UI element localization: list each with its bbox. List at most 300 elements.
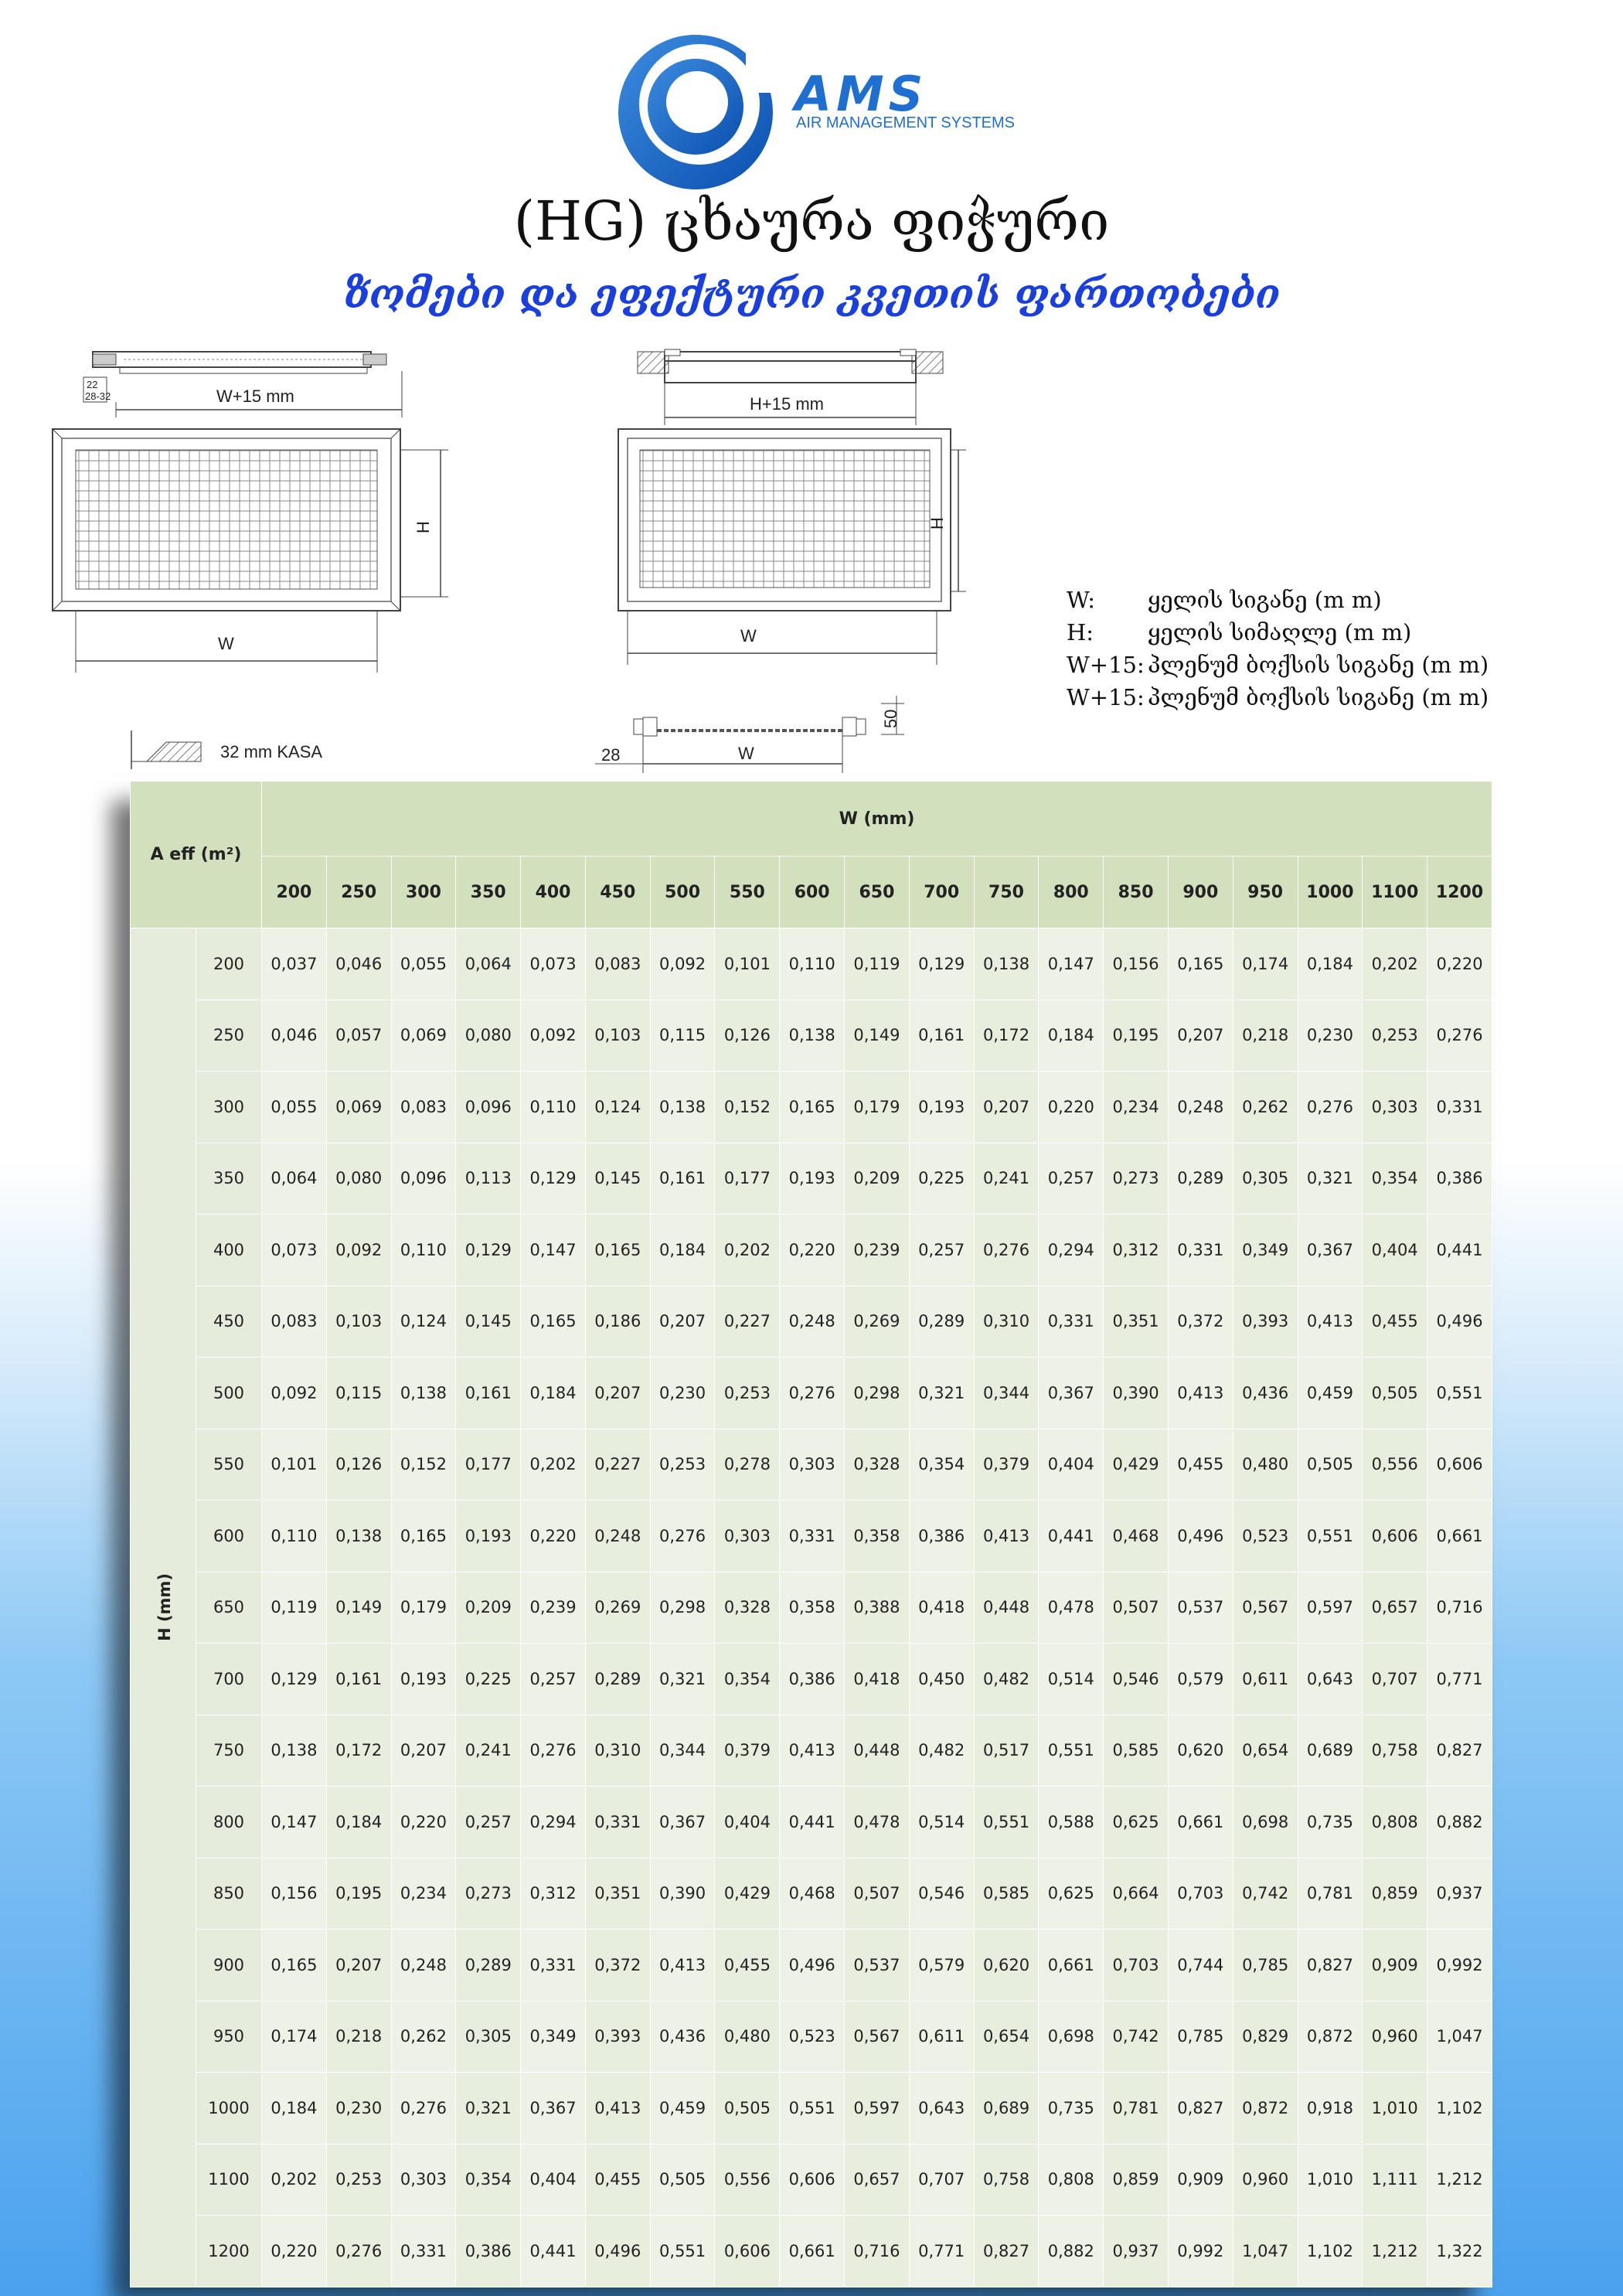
table-cell: 0,209 <box>456 1572 521 1644</box>
grille-plenum-drawing <box>603 340 997 696</box>
table-cell: 0,872 <box>1233 2073 1298 2144</box>
table-cell: 0,220 <box>262 2216 327 2287</box>
table-cell: 0,129 <box>521 1143 586 1214</box>
table-cell: 0,441 <box>521 2216 586 2287</box>
table-cell: 0,257 <box>909 1214 974 1286</box>
table-cell: 0,551 <box>1298 1501 1363 1572</box>
table-cell: 0,829 <box>1233 2001 1298 2073</box>
legend-value: პლენუმ ბოქსის სიგანე (m m) <box>1148 652 1489 678</box>
plenum-w-label: W <box>738 744 754 763</box>
column-header: 200 <box>262 857 327 928</box>
table-cell: 0,253 <box>715 1358 780 1429</box>
table-cell: 0,248 <box>585 1501 650 1572</box>
table-cell: 0,165 <box>780 1071 845 1143</box>
table-cell: 0,103 <box>585 1000 650 1071</box>
table-cell: 0,597 <box>845 2073 910 2144</box>
table-cell: 0,448 <box>974 1572 1039 1644</box>
table-cell: 0,744 <box>1168 1930 1233 2001</box>
table-cell: 0,303 <box>391 2144 456 2216</box>
table-cell: 0,716 <box>1427 1572 1492 1644</box>
row-header: 400 <box>196 1214 262 1286</box>
table-cell: 0,859 <box>1104 2144 1169 2216</box>
table-cell: 0,450 <box>909 1644 974 1715</box>
table-cell: 0,859 <box>1363 1858 1427 1930</box>
table-row <box>131 1715 1492 1787</box>
table-cell: 0,827 <box>974 2216 1039 2287</box>
logo-brand-text: AMS <box>794 66 928 122</box>
table-cell: 0,248 <box>1168 1071 1233 1143</box>
table-cell: 0,328 <box>845 1429 910 1501</box>
table-cell: 0,459 <box>1298 1358 1363 1429</box>
table-cell: 0,537 <box>1168 1572 1233 1644</box>
table-cell: 0,080 <box>456 1000 521 1071</box>
column-header: 700 <box>909 857 974 928</box>
table-cell: 0,184 <box>1039 1000 1104 1071</box>
table-cell: 0,735 <box>1039 2073 1104 2144</box>
table-cell: 0,468 <box>780 1858 845 1930</box>
table-cell: 0,138 <box>262 1715 327 1787</box>
table-cell: 0,110 <box>262 1501 327 1572</box>
width-15-label: W+15 mm <box>216 387 294 406</box>
table-cell: 1,212 <box>1363 2216 1427 2287</box>
table-cell: 0,827 <box>1298 1930 1363 2001</box>
table-cell: 0,305 <box>1233 1143 1298 1214</box>
table-cell: 0,096 <box>456 1071 521 1143</box>
table-cell: 0,184 <box>262 2073 327 2144</box>
table-cell: 0,689 <box>1298 1715 1363 1787</box>
table-cell: 1,010 <box>1363 2073 1427 2144</box>
table-cell: 0,129 <box>262 1644 327 1715</box>
w-dim-label: W <box>218 634 234 653</box>
column-header: 750 <box>974 857 1039 928</box>
table-cell: 0,253 <box>1363 1000 1427 1071</box>
plenum-side-drawing <box>587 688 912 781</box>
table-cell: 0,716 <box>845 2216 910 2287</box>
table-cell: 0,468 <box>1104 1501 1169 1572</box>
table-cell: 0,496 <box>780 1930 845 2001</box>
table-cell: 0,606 <box>1363 1501 1427 1572</box>
table-cell: 0,882 <box>1427 1787 1492 1858</box>
table-cell: 0,273 <box>1104 1143 1169 1214</box>
w-dim-label-right: W <box>740 626 757 646</box>
table-cell: 1,102 <box>1298 2216 1363 2287</box>
legend-value: ყელის სიმაღლე (m m) <box>1148 619 1412 646</box>
table-cell: 0,184 <box>521 1358 586 1429</box>
table-cell: 0,909 <box>1363 1930 1427 2001</box>
table-cell: 0,960 <box>1233 2144 1298 2216</box>
table-cell: 0,606 <box>780 2144 845 2216</box>
table-cell: 0,781 <box>1104 2073 1169 2144</box>
table-cell: 0,227 <box>585 1429 650 1501</box>
table-cell: 0,230 <box>326 2073 391 2144</box>
table-cell: 0,165 <box>585 1214 650 1286</box>
table-cell: 0,372 <box>585 1930 650 2001</box>
table-cell: 0,480 <box>715 2001 780 2073</box>
legend-row <box>1067 649 1608 681</box>
table-cell: 0,351 <box>1104 1286 1169 1358</box>
table-cell: 0,707 <box>1363 1644 1427 1715</box>
table-cell: 0,241 <box>974 1143 1039 1214</box>
table-cell: 0,179 <box>845 1071 910 1143</box>
table-cell: 1,047 <box>1233 2216 1298 2287</box>
table-cell: 0,234 <box>391 1858 456 1930</box>
column-header: 450 <box>585 857 650 928</box>
table-cell: 0,149 <box>845 1000 910 1071</box>
logo-tagline: AIR MANAGEMENT SYSTEMS <box>796 114 1016 131</box>
table-cell: 0,505 <box>1298 1429 1363 1501</box>
table-cell: 0,289 <box>456 1930 521 2001</box>
page-subtitle: ზომები და ეფექტური კვეთის ფართობები <box>342 271 1281 318</box>
table-cell: 0,771 <box>1427 1644 1492 1715</box>
table-cell: 0,551 <box>1427 1358 1492 1429</box>
table-cell: 0,257 <box>1039 1143 1104 1214</box>
table-row <box>131 1143 1492 1214</box>
table-cell: 0,269 <box>845 1286 910 1358</box>
table-cell: 0,418 <box>845 1644 910 1715</box>
table-cell: 0,585 <box>974 1858 1039 1930</box>
table-cell: 0,193 <box>391 1644 456 1715</box>
table-cell: 0,455 <box>585 2144 650 2216</box>
table-cell: 0,257 <box>521 1644 586 1715</box>
table-cell: 0,276 <box>974 1214 1039 1286</box>
table-row <box>131 2001 1492 2073</box>
table-cell: 0,827 <box>1427 1715 1492 1787</box>
table-cell: 0,289 <box>585 1644 650 1715</box>
table-cell: 0,703 <box>1104 1930 1169 2001</box>
table-cell: 0,611 <box>909 2001 974 2073</box>
table-cell: 0,129 <box>909 928 974 1000</box>
table-cell: 0,331 <box>1039 1286 1104 1358</box>
table-cell: 0,184 <box>650 1214 715 1286</box>
table-cell: 0,147 <box>1039 928 1104 1000</box>
table-cell: 0,404 <box>1039 1429 1104 1501</box>
table-cell: 0,331 <box>1427 1071 1492 1143</box>
table-cell: 0,161 <box>326 1644 391 1715</box>
table-cell: 1,102 <box>1427 2073 1492 2144</box>
table-cell: 0,152 <box>715 1071 780 1143</box>
kasa-profile-drawing <box>124 727 371 781</box>
table-cell: 0,331 <box>521 1930 586 2001</box>
table-cell: 0,367 <box>1298 1214 1363 1286</box>
table-cell: 0,138 <box>780 1000 845 1071</box>
table-cell: 0,331 <box>1168 1214 1233 1286</box>
table-cell: 0,124 <box>585 1071 650 1143</box>
table-cell: 0,321 <box>650 1644 715 1715</box>
table-cell: 0,606 <box>1427 1429 1492 1501</box>
table-cell: 0,172 <box>326 1715 391 1787</box>
column-header: 300 <box>391 857 456 928</box>
legend-key: H: <box>1067 619 1094 646</box>
table-cell: 0,661 <box>1039 1930 1104 2001</box>
table-cell: 0,101 <box>262 1429 327 1501</box>
table-cell: 0,179 <box>391 1572 456 1644</box>
table-cell: 0,209 <box>845 1143 910 1214</box>
table-cell: 0,393 <box>585 2001 650 2073</box>
aeff-table-container <box>130 781 1492 2284</box>
table-cell: 0,349 <box>1233 1214 1298 1286</box>
h-dim-label-right: H <box>927 517 947 530</box>
table-cell: 0,354 <box>1363 1143 1427 1214</box>
column-header: 850 <box>1104 857 1169 928</box>
table-cell: 0,643 <box>1298 1644 1363 1715</box>
table-row <box>131 1787 1492 1858</box>
table-cell: 0,037 <box>262 928 327 1000</box>
table-cell: 0,055 <box>262 1071 327 1143</box>
legend-value: ყელის სიგანე (m m) <box>1148 587 1382 613</box>
table-cell: 0,514 <box>909 1787 974 1858</box>
column-header: 950 <box>1233 857 1298 928</box>
column-header: 350 <box>456 857 521 928</box>
table-cell: 0,161 <box>456 1358 521 1429</box>
table-cell: 0,294 <box>521 1787 586 1858</box>
table-row <box>131 1214 1492 1286</box>
table-cell: 0,785 <box>1168 2001 1233 2073</box>
table-cell: 0,177 <box>456 1429 521 1501</box>
table-cell: 0,611 <box>1233 1644 1298 1715</box>
table-cell: 0,193 <box>456 1501 521 1572</box>
table-cell: 0,124 <box>391 1286 456 1358</box>
table-cell: 0,551 <box>1039 1715 1104 1787</box>
table-cell: 0,418 <box>909 1572 974 1644</box>
column-header: 400 <box>521 857 586 928</box>
table-cell: 0,827 <box>1168 2073 1233 2144</box>
table-cell: 1,212 <box>1427 2144 1492 2216</box>
table-cell: 0,129 <box>456 1214 521 1286</box>
h-axis-label-text: H (mm) <box>155 1573 174 1642</box>
table-row <box>131 1429 1492 1501</box>
table-cell: 0,331 <box>585 1787 650 1858</box>
table-cell: 0,321 <box>456 2073 521 2144</box>
column-header: 1000 <box>1298 857 1363 928</box>
table-cell: 0,551 <box>974 1787 1039 1858</box>
table-cell: 0,248 <box>391 1930 456 2001</box>
table-cell: 0,441 <box>1427 1214 1492 1286</box>
table-cell: 0,303 <box>715 1501 780 1572</box>
table-cell: 0,386 <box>909 1501 974 1572</box>
table-cell: 0,172 <box>974 1000 1039 1071</box>
legend-value: პლენუმ ბოქსის სიგანე (m m) <box>1148 684 1489 710</box>
table-cell: 0,080 <box>326 1143 391 1214</box>
table-row <box>131 1286 1492 1358</box>
logo-ring-icon <box>611 31 788 193</box>
row-header: 500 <box>196 1358 262 1429</box>
table-cell: 0,083 <box>262 1286 327 1358</box>
table-cell: 0,193 <box>909 1071 974 1143</box>
table-cell: 0,567 <box>1233 1572 1298 1644</box>
table-cell: 0,496 <box>585 2216 650 2287</box>
table-cell: 0,083 <box>585 928 650 1000</box>
table-cell: 0,207 <box>650 1286 715 1358</box>
table-cell: 0,156 <box>262 1858 327 1930</box>
table-cell: 1,010 <box>1298 2144 1363 2216</box>
table-cell: 0,386 <box>780 1644 845 1715</box>
row-header: 200 <box>196 928 262 1000</box>
column-header-row <box>131 857 1492 928</box>
table-cell: 0,523 <box>1233 1501 1298 1572</box>
table-cell: 0,349 <box>521 2001 586 2073</box>
table-cell: 0,046 <box>262 1000 327 1071</box>
table-cell: 0,367 <box>521 2073 586 2144</box>
table-cell: 0,227 <box>715 1286 780 1358</box>
table-cell: 0,101 <box>715 928 780 1000</box>
table-cell: 0,698 <box>1039 2001 1104 2073</box>
table-cell: 0,149 <box>326 1572 391 1644</box>
column-header: 800 <box>1039 857 1104 928</box>
table-cell: 0,657 <box>1363 1572 1427 1644</box>
table-cell: 0,073 <box>262 1214 327 1286</box>
table-cell: 0,184 <box>326 1787 391 1858</box>
table-cell: 1,047 <box>1427 2001 1492 2073</box>
table-cell: 0,937 <box>1104 2216 1169 2287</box>
table-cell: 0,310 <box>585 1715 650 1787</box>
table-cell: 0,273 <box>456 1858 521 1930</box>
table-cell: 0,126 <box>326 1429 391 1501</box>
table-row <box>131 1071 1492 1143</box>
table-cell: 0,303 <box>1363 1071 1427 1143</box>
table-cell: 0,379 <box>715 1715 780 1787</box>
table-cell: 0,239 <box>845 1214 910 1286</box>
table-cell: 0,138 <box>650 1071 715 1143</box>
table-cell: 0,620 <box>974 1930 1039 2001</box>
table-cell: 0,597 <box>1298 1572 1363 1644</box>
table-cell: 0,551 <box>650 2216 715 2287</box>
table-cell: 0,184 <box>1298 928 1363 1000</box>
table-cell: 0,429 <box>1104 1429 1169 1501</box>
table-cell: 0,230 <box>650 1358 715 1429</box>
table-cell: 0,096 <box>391 1143 456 1214</box>
table-cell: 0,358 <box>845 1501 910 1572</box>
table-cell: 0,404 <box>521 2144 586 2216</box>
table-cell: 0,643 <box>909 2073 974 2144</box>
table-cell: 0,241 <box>456 1715 521 1787</box>
table-cell: 0,654 <box>974 2001 1039 2073</box>
row-header: 1000 <box>196 2073 262 2144</box>
table-cell: 0,413 <box>974 1501 1039 1572</box>
table-cell: 0,358 <box>780 1572 845 1644</box>
table-cell: 0,441 <box>780 1787 845 1858</box>
table-row <box>131 1644 1492 1715</box>
table-cell: 0,253 <box>650 1429 715 1501</box>
table-cell: 0,115 <box>650 1000 715 1071</box>
legend-row <box>1067 681 1608 714</box>
table-cell: 0,351 <box>585 1858 650 1930</box>
table-cell: 0,276 <box>391 2073 456 2144</box>
table-cell: 0,220 <box>391 1787 456 1858</box>
table-cell: 0,556 <box>1363 1429 1427 1501</box>
table-cell: 0,220 <box>521 1501 586 1572</box>
table-cell: 0,165 <box>1168 928 1233 1000</box>
table-cell: 0,331 <box>780 1501 845 1572</box>
table-cell: 0,220 <box>1427 928 1492 1000</box>
table-cell: 0,459 <box>650 2073 715 2144</box>
table-cell: 0,298 <box>845 1358 910 1429</box>
table-cell: 0,312 <box>521 1858 586 1930</box>
table-cell: 0,220 <box>780 1214 845 1286</box>
table-cell: 0,234 <box>1104 1071 1169 1143</box>
h-dim-label: H <box>413 521 433 533</box>
table-cell: 0,808 <box>1039 2144 1104 2216</box>
table-cell: 0,115 <box>326 1358 391 1429</box>
table-cell: 0,872 <box>1298 2001 1363 2073</box>
table-cell: 0,218 <box>326 2001 391 2073</box>
column-header: 1100 <box>1363 857 1427 928</box>
table-cell: 0,579 <box>1168 1644 1233 1715</box>
table-cell: 0,992 <box>1427 1930 1492 2001</box>
table-cell: 0,567 <box>845 2001 910 2073</box>
table-cell: 0,758 <box>1363 1715 1427 1787</box>
table-cell: 0,046 <box>326 928 391 1000</box>
table-cell: 0,055 <box>391 928 456 1000</box>
row-header: 850 <box>196 1858 262 1930</box>
table-cell: 0,482 <box>974 1644 1039 1715</box>
table-cell: 0,344 <box>974 1358 1039 1429</box>
table-cell: 0,276 <box>1298 1071 1363 1143</box>
table-cell: 0,379 <box>974 1429 1039 1501</box>
table-cell: 0,689 <box>974 2073 1039 2144</box>
table-cell: 0,661 <box>780 2216 845 2287</box>
row-header: 800 <box>196 1787 262 1858</box>
table-cell: 0,354 <box>715 1644 780 1715</box>
table-cell: 0,507 <box>845 1858 910 1930</box>
column-header: 600 <box>780 857 845 928</box>
table-cell: 0,092 <box>650 928 715 1000</box>
table-cell: 0,585 <box>1104 1715 1169 1787</box>
table-cell: 0,113 <box>456 1143 521 1214</box>
row-header: 750 <box>196 1715 262 1787</box>
table-cell: 0,195 <box>1104 1000 1169 1071</box>
table-cell: 0,455 <box>1168 1429 1233 1501</box>
table-row <box>131 928 1492 1000</box>
table-cell: 0,354 <box>456 2144 521 2216</box>
table-cell: 0,707 <box>909 2144 974 2216</box>
table-cell: 0,404 <box>715 1787 780 1858</box>
table-cell: 0,207 <box>326 1930 391 2001</box>
table-cell: 0,478 <box>1039 1572 1104 1644</box>
table-cell: 0,303 <box>780 1429 845 1501</box>
table-cell: 0,152 <box>391 1429 456 1501</box>
table-cell: 0,785 <box>1233 1930 1298 2001</box>
table-cell: 0,551 <box>780 2073 845 2144</box>
table-cell: 0,126 <box>715 1000 780 1071</box>
table-cell: 0,367 <box>650 1787 715 1858</box>
table-cell: 0,207 <box>1168 1000 1233 1071</box>
table-cell: 0,193 <box>780 1143 845 1214</box>
kasa-label: 32 mm KASA <box>220 742 323 761</box>
table-cell: 0,257 <box>456 1787 521 1858</box>
section-view <box>83 352 402 417</box>
table-cell: 0,441 <box>1039 1501 1104 1572</box>
table-cell: 0,156 <box>1104 928 1169 1000</box>
table-cell: 0,661 <box>1427 1501 1492 1572</box>
ams-logo <box>611 31 1016 193</box>
table-cell: 0,478 <box>845 1787 910 1858</box>
table-cell: 0,390 <box>650 1858 715 1930</box>
table-cell: 0,386 <box>456 2216 521 2287</box>
table-cell: 0,119 <box>262 1572 327 1644</box>
h-15-label: H+15 mm <box>750 394 824 414</box>
table-cell: 0,083 <box>391 1071 456 1143</box>
table-cell: 0,480 <box>1233 1429 1298 1501</box>
table-cell: 0,165 <box>521 1286 586 1358</box>
table-cell: 0,298 <box>650 1572 715 1644</box>
table-cell: 0,174 <box>1233 928 1298 1000</box>
table-cell: 0,174 <box>262 2001 327 2073</box>
table-row <box>131 1930 1492 2001</box>
table-cell: 0,073 <box>521 928 586 1000</box>
column-header: 500 <box>650 857 715 928</box>
table-cell: 0,119 <box>845 928 910 1000</box>
table-cell: 0,202 <box>715 1214 780 1286</box>
